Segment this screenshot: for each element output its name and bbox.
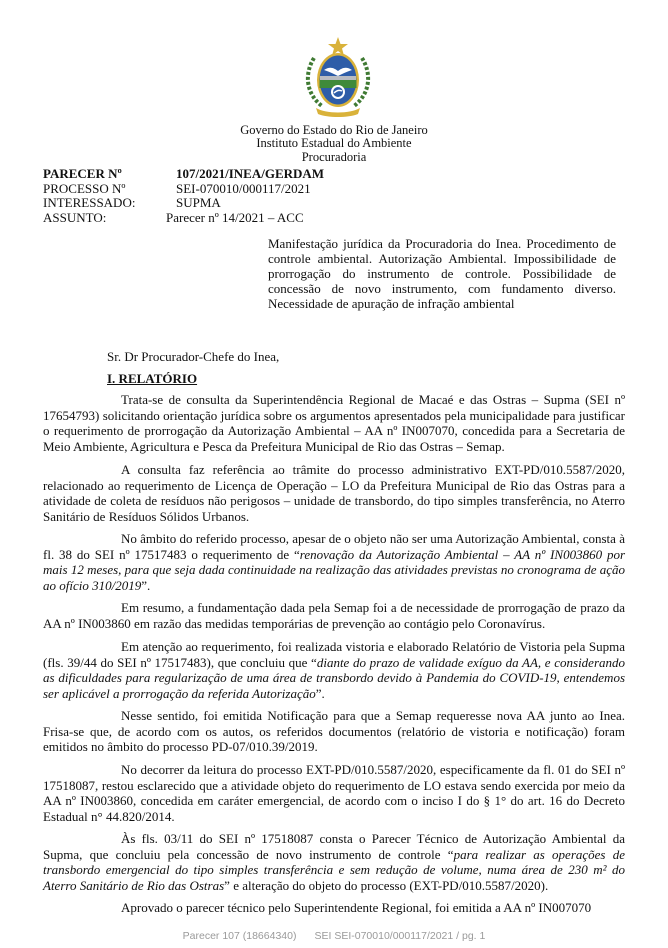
paragraph-6: Nesse sentido, foi emitida Notificação para que a Semap requeresse nova AA junto ao Inea. Frisa-se que, de acordo com os autos, os referidos documentos (relatório de vistoria e notificação) foram emitidos no âmbito do processo PD-07/010.39/2019.	[43, 708, 625, 755]
paragraph-5-end: ”.	[315, 685, 325, 701]
parecer-label: PARECER Nº	[43, 166, 122, 181]
paragraph-8-quote: para realizar as operações de transbordo emergencial do tipo simples transferência e sem redução de volume, numa área de 230 m² do Aterro Sanitário de Rio das Ostras	[43, 846, 625, 893]
parecer-row	[43, 167, 324, 182]
document-metadata	[43, 167, 324, 225]
paragraph-2: A consulta faz referência ao trâmite do processo administrativo EXT-PD/010.5587/2020, relacionado ao requerimento de Licença de Operação – LO da Prefeitura Municipal de Rio das Ostras para a atividade de coleta de resíduos não perigosos – unidade de transbordo, do tipo simples transferência, no Aterro Sanitário de Resíduos Sólidos Urbanos.	[43, 462, 625, 524]
paragraph-3-end: ”.	[141, 577, 151, 593]
salutation: Sr. Dr Procurador-Chefe do Inea,	[107, 349, 280, 364]
processo-row	[43, 182, 324, 197]
paragraph-8	[43, 831, 625, 893]
paragraph-5-quote: diante do prazo de validade exíguo da AA, e considerando as dificuldades para regularização de uma área de transbordo devido à Pandemia do COVID-19, entendemos ser aplicável a prorrogação da referida Autorização	[43, 654, 626, 701]
paragraph-9: Aprovado o parecer técnico pelo Superintendente Regional, foi emitida a AA nº IN007070	[121, 900, 592, 915]
interessado-label: INTERESSADO:	[43, 195, 136, 210]
assunto-row	[43, 211, 324, 226]
footer-doc-ref: Parecer 107 (18664340)	[182, 930, 297, 942]
section-title-relatorio: I. RELATÓRIO	[107, 371, 198, 386]
interessado-value: SUPMA	[176, 195, 221, 210]
paragraph-5-text: Em atenção ao requerimento, foi realizada vistoria e elaborado Relatório de Vistoria pela Supma (fls. 39/44 do SEI nº 17517483), que concluiu que “	[43, 639, 625, 670]
paragraph-3-quote: renovação da Autorização Ambiental – AA nº IN003860 por mais 12 meses, para que seja dada continuidade na realização das atividades previstas no cronograma de ação ao ofício 310/2019	[43, 546, 626, 593]
page-footer	[0, 930, 668, 942]
processo-label: PROCESSO Nº	[43, 180, 126, 196]
paragraph-7: No decorrer da leitura do processo EXT-PD/010.5587/2020, especificamente da fl. 01 do SEI nº 17518087, restou esclarecido que a atividade objeto do requerimento de LO estava sendo exercida por meio da AA nº IN003860, concedida em caráter emergencial, de acordo com o inciso I do § 1° do art. 16 do Decreto Estadual n° 44.820/2014.	[43, 762, 625, 824]
paragraph-3	[43, 531, 625, 593]
coat-of-arms-icon	[298, 36, 378, 118]
processo-number: SEI-070010/000117/2021	[176, 180, 311, 196]
interessado-row	[43, 196, 324, 211]
footer-sei-ref: SEI SEI-070010/000117/2021 / pg. 1	[314, 930, 486, 942]
org-institute: Instituto Estadual do Ambiente	[256, 136, 412, 150]
org-government: Governo do Estado do Rio de Janeiro	[240, 123, 428, 137]
assunto-label: ASSUNTO:	[43, 209, 107, 225]
paragraph-3-text: No âmbito do referido processo, apesar de o objeto não ser uma Autorização Ambiental, consta à fl. 38 do SEI nº 17517483 o requerimento de “	[43, 531, 625, 562]
paragraph-1: Trata-se de consulta da Superintendência Regional de Macaé e das Ostras – Supma (SEI nº 17654793) solicitando orientação jurídica sobre os argumentos apresentados pela municipalidade para justificar o requerimento de prorrogação da Autorização Ambiental – AA nº IN007070, concedida para a Secretaria de Meio Ambiente, Agricultura e Pesca da Prefeitura Municipal de Rio das Ostras – Semap.	[43, 392, 625, 454]
paragraph-8-text: Às fls. 03/11 do SEI nº 17518087 consta o Parecer Técnico de Autorização Ambiental da Supma, que concluiu pela concessão de novo instrumento de controle “	[43, 831, 625, 862]
parecer-number: 107/2021/INEA/GERDAM	[176, 166, 325, 181]
paragraph-4: Em resumo, a fundamentação dada pela Semap foi a de necessidade de prorrogação de prazo da AA nº IN003860 em razão das medidas temporárias de prevenção ao contágio pelo Coronavírus.	[43, 600, 625, 631]
ementa-summary: Manifestação jurídica da Procuradoria do Inea. Procedimento de controle ambiental. Autorização Ambiental. Impossibilidade de prorrogação do instrumento de controle. Possibilidade de concessão de novo instrumento, com fundamento diverso. Necessidade de apuração de infração ambiental	[268, 236, 616, 311]
org-department: Procuradoria	[301, 150, 367, 164]
assunto-value: Parecer nº 14/2021 – ACC	[166, 209, 304, 225]
paragraph-5	[43, 639, 625, 701]
paragraph-8-end: ” e alteração do objeto do processo (EXT-PD/010.5587/2020).	[224, 877, 549, 893]
